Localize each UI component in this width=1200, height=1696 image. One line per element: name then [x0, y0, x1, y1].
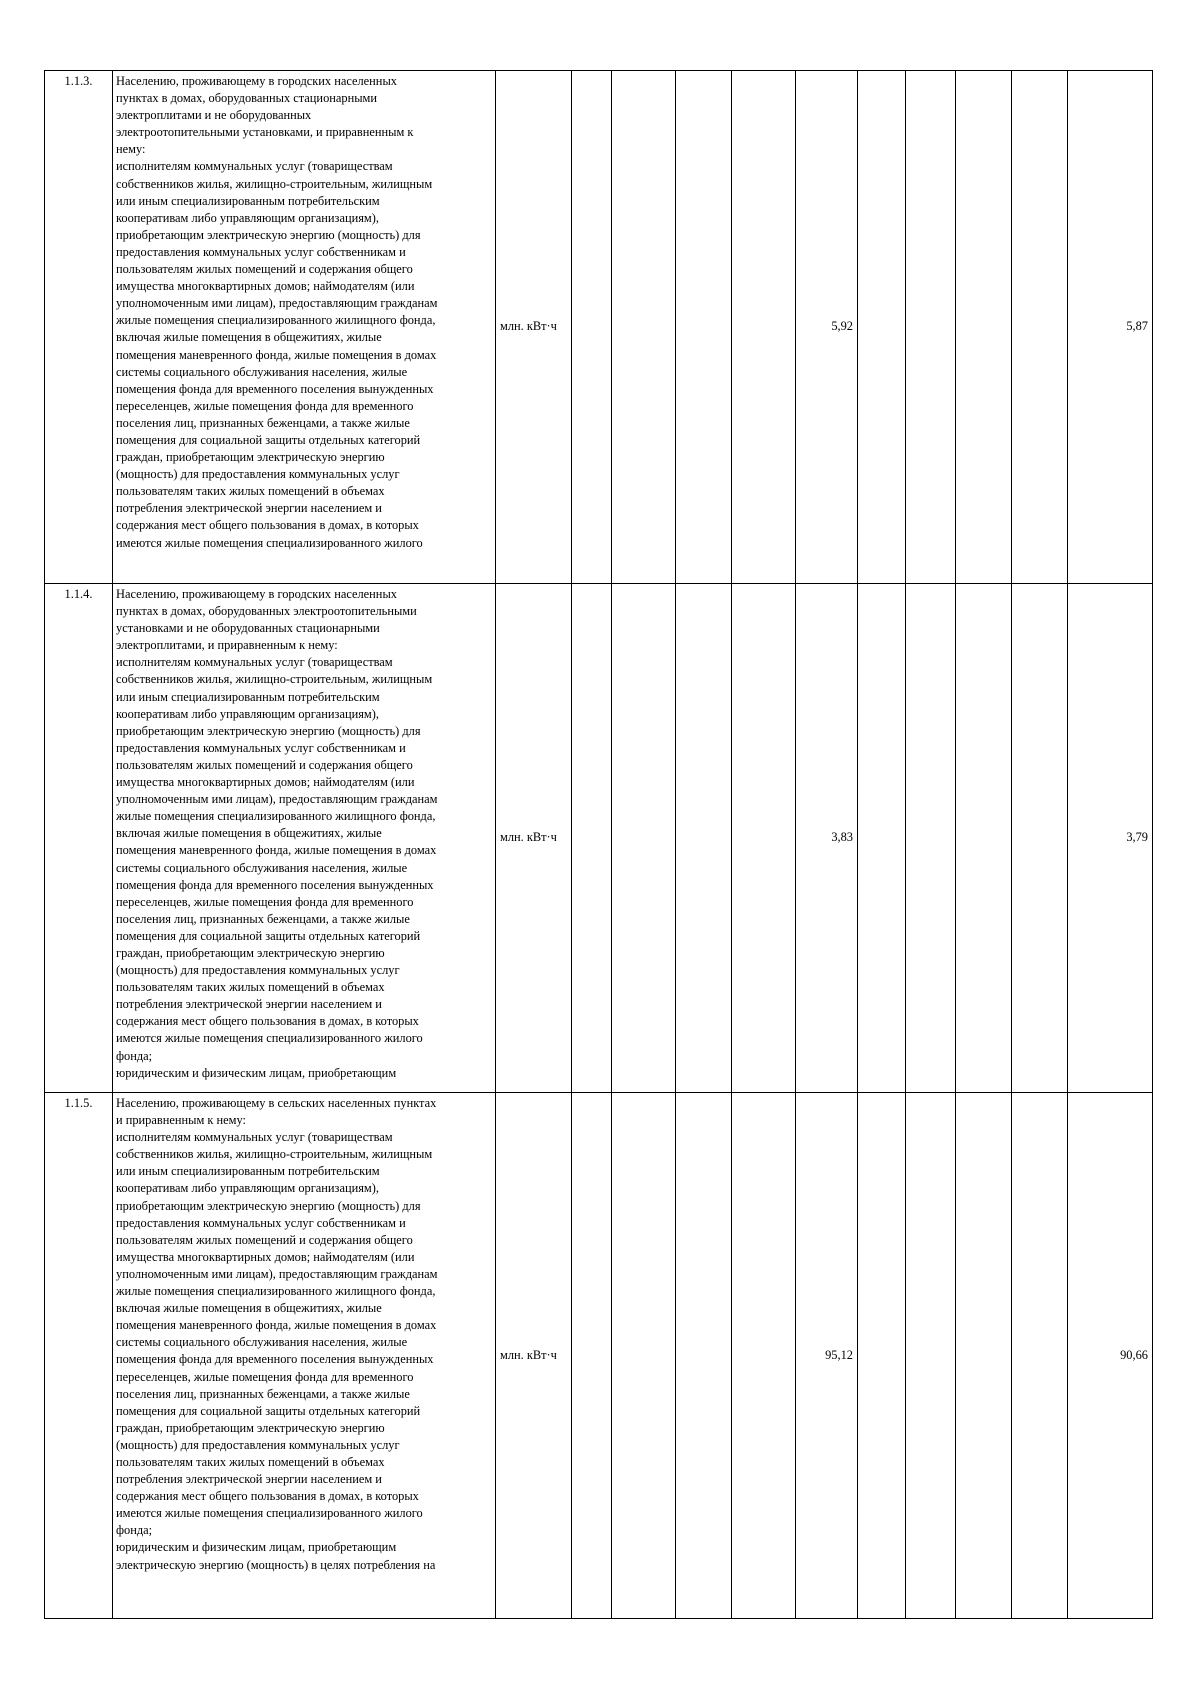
- table-row: [45, 1093, 1153, 1619]
- empty-cell: [572, 71, 612, 584]
- empty-cell: [676, 584, 732, 1093]
- empty-cell: [906, 1093, 956, 1619]
- empty-cell: [732, 1093, 796, 1619]
- row-number: 1.1.3.: [45, 71, 113, 584]
- row-description: [113, 584, 496, 1093]
- empty-cell: [956, 584, 1012, 1093]
- empty-cell: [858, 584, 906, 1093]
- empty-cell: [956, 1093, 1012, 1619]
- row-description: [113, 71, 496, 584]
- value-cell-1: 95,12: [796, 1093, 858, 1619]
- empty-cell: [612, 1093, 676, 1619]
- empty-cell: [732, 584, 796, 1093]
- empty-cell: [906, 71, 956, 584]
- empty-cell: [858, 71, 906, 584]
- row-number: 1.1.4.: [45, 584, 113, 1093]
- empty-cell: [858, 1093, 906, 1619]
- table-row: [45, 584, 1153, 1093]
- empty-cell: [732, 71, 796, 584]
- empty-cell: [612, 71, 676, 584]
- description-text: Населению, проживающему в сельских населенных пунктах и приравненным к нему: исполнителям коммунальных услуг (товариществам собственников жилья, жилищно-строительным, жилищным или иным специализированным потребительским кооперативам либо управляющим организациям), приобретающим электрическую энергию (мощность) для предоставления коммунальных услуг собственникам и пользователям жилых помещений и содержания общего имущества многоквартирных домов; наймодателям (или уполномоченным ими лицам), предоставляющим гражданам жилые помещения специализированного жилищного фонда, включая жилые помещения в общежитиях, жилые помещения маневренного фонда, жилые помещения в домах системы социального обслуживания населения, жилые помещения фонда для временного поселения вынужденных переселенцев, жилые помещения фонда для временного поселения лиц, признанных беженцами, а также жилые помещения для социальной защиты отдельных категорий граждан, приобретающим электрическую энергию (мощность) для предоставления коммунальных услуг пользователям таких жилых помещений в объемах потребления электрической энергии населением и содержания мест общего пользования в домах, в которых имеются жилые помещения специализированного жилого фонда; юридическим и физическим лицам, приобретающим электрическую энергию (мощность) в целях потребления на: [116, 1096, 438, 1572]
- empty-cell: [1012, 71, 1068, 584]
- empty-cell: [572, 1093, 612, 1619]
- empty-cell: [572, 584, 612, 1093]
- value-cell-1: 5,92: [796, 71, 858, 584]
- value-cell-1: 3,83: [796, 584, 858, 1093]
- description-text: Населению, проживающему в городских населенных пунктах в домах, оборудованных электроотопительными установками и не оборудованных стационарными электроплитами, и приравненным к нему: исполнителям коммунальных услуг (товариществам собственников жилья, жилищно-строительным, жилищным или иным специализированным потребительским кооперативам либо управляющим организациям), приобретающим электрическую энергию (мощность) для предоставления коммунальных услуг собственникам и пользователям жилых помещений и содержания общего имущества многоквартирных домов; наймодателям (или уполномоченным ими лицам), предоставляющим гражданам жилые помещения специализированного жилищного фонда, включая жилые помещения в общежитиях, жилые помещения маневренного фонда, жилые помещения в домах системы социального обслуживания населения, жилые помещения фонда для временного поселения вынужденных переселенцев, жилые помещения фонда для временного поселения лиц, признанных беженцами, а также жилые помещения для социальной защиты отдельных категорий граждан, приобретающим электрическую энергию (мощность) для предоставления коммунальных услуг пользователям таких жилых помещений в объемах потребления электрической энергии населением и содержания мест общего пользования в домах, в которых имеются жилые помещения специализированного жилого фонда; юридическим и физическим лицам, приобретающим: [116, 587, 438, 1080]
- value-cell-2: 5,87: [1068, 71, 1153, 584]
- unit-cell: млн. кВт·ч: [496, 1093, 572, 1619]
- row-description: [113, 1093, 496, 1619]
- empty-cell: [612, 584, 676, 1093]
- unit-cell: млн. кВт·ч: [496, 584, 572, 1093]
- value-cell-2: 90,66: [1068, 1093, 1153, 1619]
- tariff-volume-table: [44, 70, 1153, 1619]
- table-row: [45, 71, 1153, 584]
- unit-cell: млн. кВт·ч: [496, 71, 572, 584]
- empty-cell: [676, 1093, 732, 1619]
- empty-cell: [676, 71, 732, 584]
- empty-cell: [1012, 584, 1068, 1093]
- empty-cell: [956, 71, 1012, 584]
- row-number: 1.1.5.: [45, 1093, 113, 1619]
- empty-cell: [1012, 1093, 1068, 1619]
- empty-cell: [906, 584, 956, 1093]
- description-text: Населению, проживающему в городских населенных пунктах в домах, оборудованных стационарными электроплитами и не оборудованных электроотопительными установками, и приравненным к нему: исполнителям коммунальных услуг (товариществам собственников жилья, жилищно-строительным, жилищным или иным специализированным потребительским кооперативам либо управляющим организациям), приобретающим электрическую энергию (мощность) для предоставления коммунальных услуг собственникам и пользователям жилых помещений и содержания общего имущества многоквартирных домов; наймодателям (или уполномоченным ими лицам), предоставляющим гражданам жилые помещения специализированного жилищного фонда, включая жилые помещения в общежитиях, жилые помещения маневренного фонда, жилые помещения в домах системы социального обслуживания населения, жилые помещения фонда для временного поселения вынужденных переселенцев, жилые помещения фонда для временного поселения лиц, признанных беженцами, а также жилые помещения для социальной защиты отдельных категорий граждан, приобретающим электрическую энергию (мощность) для предоставления коммунальных услуг пользователям таких жилых помещений в объемах потребления электрической энергии населением и содержания мест общего пользования в домах, в которых имеются жилые помещения специализированного жилого: [116, 74, 438, 550]
- value-cell-2: 3,79: [1068, 584, 1153, 1093]
